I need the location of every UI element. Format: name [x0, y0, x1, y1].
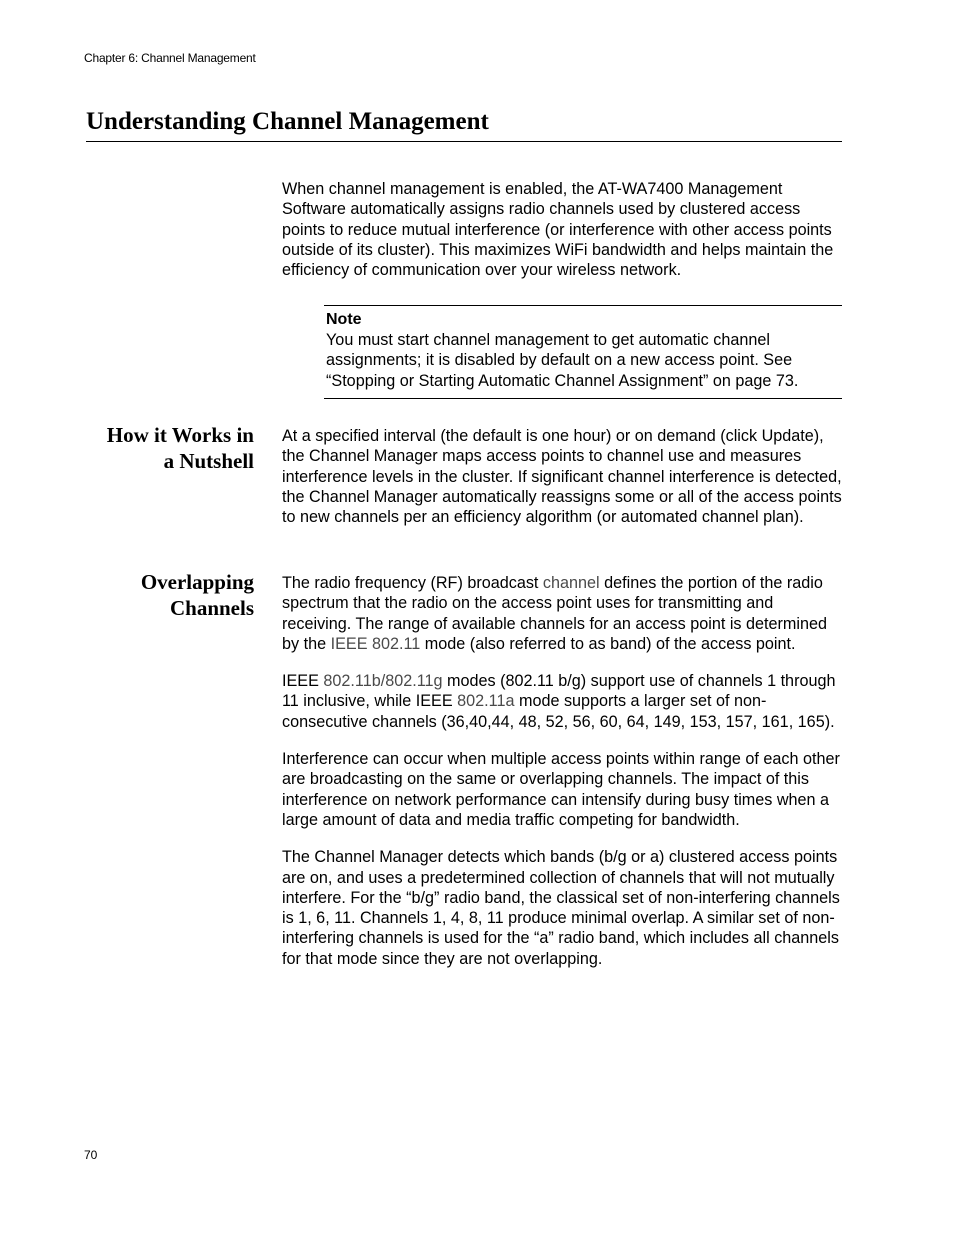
overlapping-paragraph-4: The Channel Manager detects which bands (b/g or a) clustered access points are on, and uses a predetermined collection of channels that will not mutually interfere. For the “b/g” radio band, the classical set of non-interfering channels is 1, 6, 11. Channels 1, 4, 8, 11 produce minimal overlap. A similar set of non-interfering channels is used for the “a” radio band, which includes all channels for that mode since they are not overlapping. [282, 848, 840, 968]
page-title: Understanding Channel Management [86, 106, 842, 142]
section-heading-overlapping-channels [54, 569, 254, 621]
text-run: mode supports a larger set of non-consecutive channels (36,40,44, 48, 52, 56, 60, 64, 149, 153, 157, 161, 165). [282, 692, 835, 731]
text-run: The radio frequency (RF) broadcast [282, 574, 543, 592]
text-run: mode (also referred to as band) of the access point. [420, 634, 796, 653]
ieee-80211-link[interactable]: IEEE 802.11 [330, 634, 421, 653]
overlapping-paragraph-3: Interference can occur when multiple access points within range of each other are broadcasting on the same or overlapping channels. The impact of this interference on network performance can intensify during busy times when a large amount of data and media traffic competing for bandwidth. [282, 750, 840, 829]
heading-line: Channels [169, 596, 254, 620]
heading-line: Overlapping [140, 570, 254, 594]
heading-line: How it Works in [106, 423, 254, 447]
intro-paragraph: When channel management is enabled, the AT-WA7400 Management Software automatically assigns radio channels used by clustered access points to reduce mutual interference (or interference with other access points outside of its cluster). This maximizes WiFi bandwidth and helps maintain the efficiency of communication over your wireless network. [282, 180, 834, 280]
80211bg-link[interactable]: 802.11b/802.11g [323, 672, 443, 691]
overlapping-paragraph-2 [282, 671, 842, 732]
text-run: modes (802.11 b/g) support use of channels 1 through 11 inclusive, while IEEE [282, 672, 836, 711]
how-it-works-paragraph: At a specified interval (the default is one hour) or on demand (click Update), the Channel Manager maps access points to channel use and measures interference levels in the cluster. If significant channel interference is detected, the Channel Manager automatically reassigns some or all of the access points to new channels per an efficiency algorithm (or automated channel plan). [282, 427, 842, 527]
80211a-link[interactable]: 802.11a [457, 692, 515, 711]
note-title: Note [326, 311, 362, 328]
page-number: 70 [84, 1148, 98, 1162]
section-heading-how-it-works [54, 422, 254, 474]
text-run: defines the portion of the radio spectrum that the radio on the access point uses for transmitting and receiving. The range of available channels for an access point is determined by the [282, 574, 827, 653]
note-box [324, 305, 842, 399]
heading-line: a Nutshell [163, 449, 254, 473]
channel-link[interactable]: channel [542, 574, 600, 592]
text-run: IEEE [282, 672, 324, 691]
overlapping-paragraph-1 [282, 573, 842, 654]
running-header: Chapter 6: Channel Management [84, 51, 256, 65]
note-text: You must start channel management to get automatic channel assignments; it is disabled by default on a new access point. See “Stopping or Starting Automatic Channel Assignment” on page 73. [326, 331, 799, 390]
overlapping-channels-section [282, 573, 842, 986]
